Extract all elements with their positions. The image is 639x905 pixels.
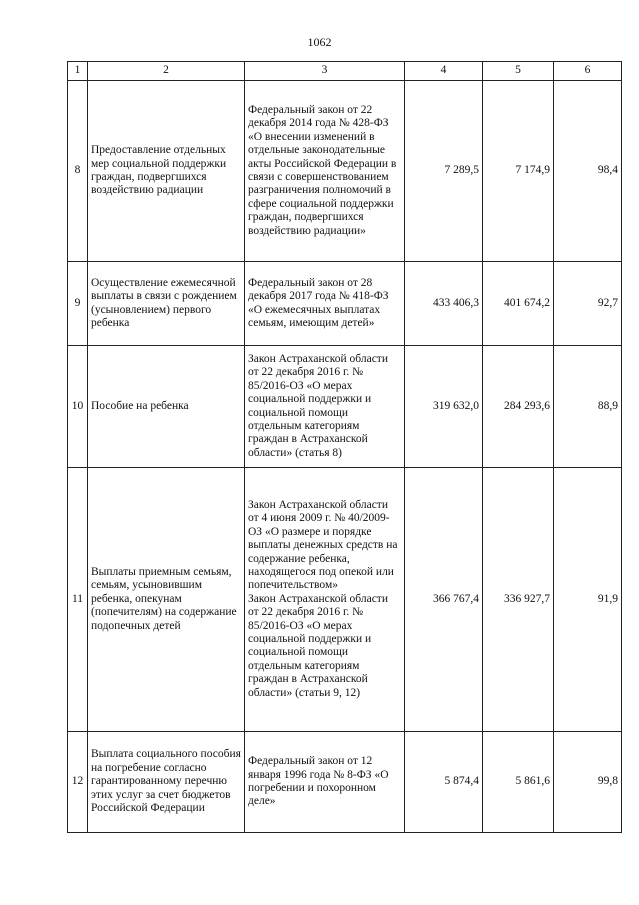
report-table — [67, 61, 622, 833]
measure-name: Пособие на ребенка — [88, 346, 245, 468]
row-number: 10 — [68, 346, 88, 468]
header-cell: 1 — [68, 62, 88, 81]
value-col4: 366 767,4 — [405, 468, 483, 732]
header-cell: 2 — [88, 62, 245, 81]
table-row — [68, 346, 622, 468]
header-cell: 3 — [245, 62, 405, 81]
row-number: 8 — [68, 81, 88, 262]
table-row — [68, 468, 622, 732]
header-cell: 4 — [405, 62, 483, 81]
table-row — [68, 732, 622, 833]
legal-basis-text: Закон Астраханской области от 22 декабря 2016 г. № 85/2016-ОЗ «О мерах социальной поддержки и социальной помощи отдельным категориям граждан в Астраханской области» (статьи 9, 12) — [248, 592, 388, 699]
legal-basis-text: Федеральный закон от 22 декабря 2014 года № 428-ФЗ «О внесении изменений в отдельные законодательные акты Российской Федерации в связи с совершенствованием разграничения полномочий в сфере социальной поддержки граждан, подвергшихся воздействию радиации» — [248, 103, 397, 237]
value-col4: 5 874,4 — [405, 732, 483, 833]
percent-col6: 88,9 — [554, 346, 622, 468]
value-col4: 319 632,0 — [405, 346, 483, 468]
value-col5: 336 927,7 — [483, 468, 554, 732]
legal-basis — [245, 468, 405, 732]
value-col5: 401 674,2 — [483, 262, 554, 346]
value-col5: 7 174,9 — [483, 81, 554, 262]
legal-basis-text: Закон Астраханской области от 22 декабря 2016 г. № 85/2016-ОЗ «О мерах социальной поддержки и социальной помощи отдельным категориям граждан в Астраханской области» (статья 8) — [248, 352, 388, 459]
measure-name: Выплата социального пособия на погребение согласно гарантированному перечню этих услуг за счет бюджетов Российской Федерации — [88, 732, 245, 833]
percent-col6: 92,7 — [554, 262, 622, 346]
header-cell: 5 — [483, 62, 554, 81]
measure-name: Предоставление отдельных мер социальной поддержки граждан, подвергшихся воздействию радиации — [88, 81, 245, 262]
legal-basis — [245, 732, 405, 833]
value-col5: 5 861,6 — [483, 732, 554, 833]
legal-basis-text: Федеральный закон от 28 декабря 2017 года № 418-ФЗ «О ежемесячных выплатах семьям, имеющим детей» — [248, 276, 389, 329]
row-number: 12 — [68, 732, 88, 833]
header-cell: 6 — [554, 62, 622, 81]
row-number: 9 — [68, 262, 88, 346]
table-row — [68, 262, 622, 346]
header-row — [68, 62, 622, 81]
legal-basis — [245, 81, 405, 262]
measure-name: Выплаты приемным семьям, семьям, усыновившим ребенка, опекунам (попечителям) на содержание подопечных детей — [88, 468, 245, 732]
measure-name: Осуществление ежемесячной выплаты в связи с рождением (усыновлением) первого ребенка — [88, 262, 245, 346]
legal-basis — [245, 262, 405, 346]
row-number: 11 — [68, 468, 88, 732]
value-col4: 7 289,5 — [405, 81, 483, 262]
legal-basis — [245, 346, 405, 468]
percent-col6: 91,9 — [554, 468, 622, 732]
percent-col6: 99,8 — [554, 732, 622, 833]
value-col5: 284 293,6 — [483, 346, 554, 468]
legal-basis-text: Федеральный закон от 12 января 1996 года № 8-ФЗ «О погребении и похоронном деле» — [248, 755, 389, 808]
percent-col6: 98,4 — [554, 81, 622, 262]
page-number: 1062 — [307, 35, 332, 49]
legal-basis-text: Закон Астраханской области от 4 июня 2009 г. № 40/2009-ОЗ «О размере и порядке выплаты денежных средств на содержание ребенка, находящегося под опекой или попечительством» — [248, 498, 398, 592]
value-col4: 433 406,3 — [405, 262, 483, 346]
table-row — [68, 81, 622, 262]
